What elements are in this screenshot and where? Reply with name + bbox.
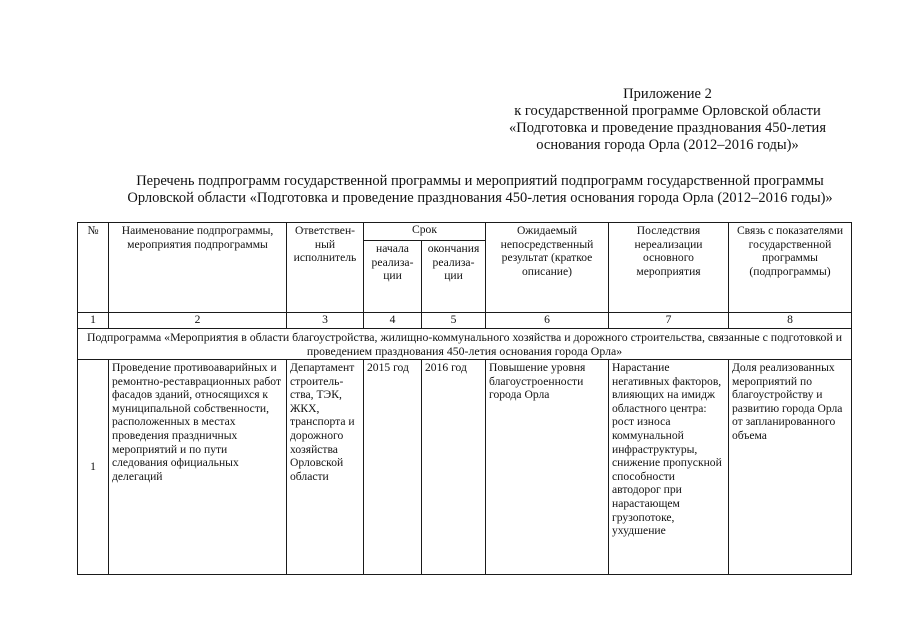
subprogram-row — [78, 329, 852, 360]
document-title — [60, 173, 900, 207]
column-number: 8 — [729, 313, 852, 329]
document-title-line-2: Орловской области «Подготовка и проведение празднования 450-летия основания города Орла (2012–2016 годы)» — [127, 190, 833, 206]
row-num: 1 — [78, 360, 109, 575]
row-end: 2016 год — [422, 360, 486, 575]
row-name: Проведение противоаварийных и ремонтно-реставрационных работ фасадов зданий, относящихся к муниципальной собственности, расположенных в местах проведения праздничных мероприятий и по пути следования официальных делегаций — [109, 360, 287, 575]
column-number: 1 — [78, 313, 109, 329]
row-start: 2015 год — [364, 360, 422, 575]
header-num: № — [78, 223, 109, 313]
row-result: Повышение уровня благоустроенности города Орла — [486, 360, 609, 575]
header-start: начала реализа-ции — [364, 241, 422, 313]
header-executor: Ответствен-ный исполнитель — [287, 223, 364, 313]
header-consequences: Последствия нереализации основного мероприятия — [609, 223, 729, 313]
row-consequences: Нарастание негативных факторов, влияющих на имидж областного центра: рост износа коммунальной инфраструктуры, снижение пропускной способности автодорог при нарастающем грузопотоке, ухудшение — [609, 360, 729, 575]
appendix-program-name: «Подготовка и проведение празднования 450-летия — [509, 120, 826, 136]
document-title-line-1: Перечень подпрограмм государственной программы и мероприятий подпрограмм государственной программы — [136, 173, 824, 189]
column-number: 7 — [609, 313, 729, 329]
subprogram-title: Подпрограмма «Мероприятия в области благоустройства, жилищно-коммунального хозяйства и дорожного строительства, связанные с подготовкой и проведением празднования 450-летия основания города Орла» — [78, 329, 852, 360]
header-term: Срок — [364, 223, 486, 241]
column-numbers-row — [78, 313, 852, 329]
header-name: Наименование подпрограммы, мероприятия подпрограммы — [109, 223, 287, 313]
row-link: Доля реализованных мероприятий по благоустройству и развитию города Орла от запланированного объема — [729, 360, 852, 575]
appendix-reference: к государственной программе Орловской области — [514, 103, 821, 119]
appendix-program-years: основания города Орла (2012–2016 годы)» — [536, 137, 799, 153]
header-result: Ожидаемый непосредственный результат (краткое описание) — [486, 223, 609, 313]
header-end: окончания реализа-ции — [422, 241, 486, 313]
table-row — [78, 360, 852, 575]
column-number: 2 — [109, 313, 287, 329]
subprograms-table — [77, 222, 852, 575]
appendix-number: Приложение 2 — [623, 86, 712, 102]
header-link: Связь с показателями государственной программы (подпрограммы) — [729, 223, 852, 313]
table-header-row-1 — [78, 223, 852, 241]
column-number: 4 — [364, 313, 422, 329]
column-number: 6 — [486, 313, 609, 329]
row-executor: Департамент строитель-ства, ТЭК, ЖКХ, транспорта и дорожного хозяйства Орловской области — [287, 360, 364, 575]
column-number: 3 — [287, 313, 364, 329]
appendix-header — [470, 86, 865, 154]
column-number: 5 — [422, 313, 486, 329]
